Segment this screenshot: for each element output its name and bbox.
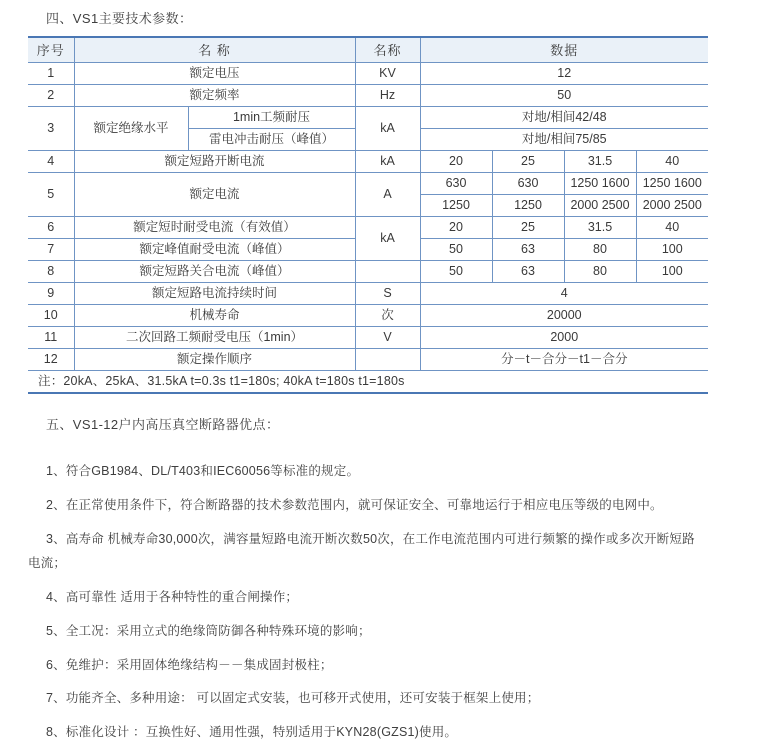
row-data: 12 xyxy=(420,63,708,85)
row-data-1: 20 xyxy=(420,151,492,173)
row-unit: Hz xyxy=(355,85,420,107)
row-data-2: 630 xyxy=(492,173,564,195)
table-header xyxy=(28,37,708,63)
row-no: 12 xyxy=(28,349,74,371)
row-name: 额定绝缘水平 xyxy=(74,107,188,151)
header-cell-data: 数据 xyxy=(420,37,708,63)
header-cell-name: 名 称 xyxy=(74,37,355,63)
row-name: 二次回路工频耐受电压（1min） xyxy=(74,327,355,349)
row-name: 额定频率 xyxy=(74,85,355,107)
row-data-1: 50 xyxy=(420,261,492,283)
row-unit: kA xyxy=(355,107,420,151)
row-data-3: 2000 2500 xyxy=(564,195,636,217)
table-row xyxy=(28,85,708,107)
advantage-item-1: 1、符合GB1984、DL/T403和IEC60056等标准的规定。 xyxy=(46,464,360,478)
row-unit: kA xyxy=(355,151,420,173)
row-name: 额定短路关合电流（峰值） xyxy=(74,261,355,283)
row-unit: 次 xyxy=(355,305,420,327)
row-data: 20000 xyxy=(420,305,708,327)
row-data-3: 1250 1600 xyxy=(564,173,636,195)
advantage-item-3-cont: 电流； xyxy=(28,556,67,570)
row-name: 额定短路开断电流 xyxy=(74,151,355,173)
header-cell-no: 序号 xyxy=(28,37,74,63)
table-row xyxy=(28,305,708,327)
row-data-3: 80 xyxy=(564,239,636,261)
table-row xyxy=(28,261,708,283)
row-data: 4 xyxy=(420,283,708,305)
advantage-item-3: 3、高寿命 机械寿命30,000次，满容量短路电流开断次数50次，在工作电流范围内可进行频繁的操作或多次开断短路 xyxy=(46,532,695,546)
advantage-item-5: 5、全工况：采用立式的绝缘筒防御各种特殊环境的影响； xyxy=(46,624,371,638)
row-unit xyxy=(355,349,420,371)
table-row xyxy=(28,283,708,305)
table-row xyxy=(28,349,708,371)
advantage-item-6: 6、免维护：采用固体绝缘结构－－集成固封极柱； xyxy=(46,658,333,672)
row-no: 4 xyxy=(28,151,74,173)
row-data-4: 100 xyxy=(636,239,708,261)
row-no: 6 xyxy=(28,217,74,239)
row-data-4: 40 xyxy=(636,151,708,173)
row-unit: kA xyxy=(355,217,420,261)
row-no: 9 xyxy=(28,283,74,305)
row-data: 对地/相间42/48 xyxy=(420,107,708,129)
section-heading-technical-parameters: 四、VS1主要技术参数： xyxy=(46,11,193,26)
row-unit: A xyxy=(355,173,420,217)
row-data: 2000 xyxy=(420,327,708,349)
table-note-row xyxy=(28,371,708,394)
row-data-3: 80 xyxy=(564,261,636,283)
row-data-2: 63 xyxy=(492,261,564,283)
row-data-3: 31.5 xyxy=(564,217,636,239)
row-data-3: 31.5 xyxy=(564,151,636,173)
specs-table-container xyxy=(28,36,708,394)
advantage-item-2: 2、在正常使用条件下，符合断路器的技术参数范围内，就可保证安全、可靠地运行于相应电压等级的电网中。 xyxy=(46,498,663,512)
row-unit: S xyxy=(355,283,420,305)
advantage-item-7: 7、功能齐全、多种用途： 可以固定式安装，也可移开式使用，还可安装于框架上使用； xyxy=(46,691,540,705)
row-name: 额定峰值耐受电流（峰值） xyxy=(74,239,355,261)
row-data-1: 630 xyxy=(420,173,492,195)
row-data-2: 25 xyxy=(492,151,564,173)
row-name: 机械寿命 xyxy=(74,305,355,327)
row-name: 额定电流 xyxy=(74,173,355,217)
header-cell-unit: 名称 xyxy=(355,37,420,63)
row-unit xyxy=(355,261,420,283)
row-unit: KV xyxy=(355,63,420,85)
row-no: 10 xyxy=(28,305,74,327)
table-note: 注：20kA、25kA、31.5kA t=0.3s t1=180s; 40kA t=180s t1=180s xyxy=(28,371,708,394)
advantage-item-4: 4、高可靠性 适用于各种特性的重合闸操作； xyxy=(46,590,299,604)
row-data-4: 100 xyxy=(636,261,708,283)
row-no: 2 xyxy=(28,85,74,107)
table-row xyxy=(28,63,708,85)
row-no: 7 xyxy=(28,239,74,261)
table-row xyxy=(28,151,708,173)
row-no: 5 xyxy=(28,173,74,217)
row-data-1: 20 xyxy=(420,217,492,239)
row-data: 对地/相间75/85 xyxy=(420,129,708,151)
row-name: 额定电压 xyxy=(74,63,355,85)
row-data-4: 40 xyxy=(636,217,708,239)
row-data-4: 2000 2500 xyxy=(636,195,708,217)
row-data-2: 1250 xyxy=(492,195,564,217)
technical-parameters-table xyxy=(28,36,708,394)
table-row xyxy=(28,107,708,129)
row-data: 50 xyxy=(420,85,708,107)
row-no: 3 xyxy=(28,107,74,151)
row-name: 额定操作顺序 xyxy=(74,349,355,371)
table-row xyxy=(28,173,708,195)
row-no: 11 xyxy=(28,327,74,349)
row-name: 额定短路电流持续时间 xyxy=(74,283,355,305)
table-row xyxy=(28,327,708,349)
row-subname: 1min工频耐压 xyxy=(188,107,355,129)
row-data-1: 50 xyxy=(420,239,492,261)
row-no: 1 xyxy=(28,63,74,85)
table-row xyxy=(28,217,708,239)
row-data-2: 25 xyxy=(492,217,564,239)
row-no: 8 xyxy=(28,261,74,283)
section-heading-advantages: 五、VS1-12户内高压真空断路器优点： xyxy=(46,417,280,432)
row-subname: 雷电冲击耐压（峰值） xyxy=(188,129,355,151)
row-data-1: 1250 xyxy=(420,195,492,217)
row-data-2: 63 xyxy=(492,239,564,261)
table-body xyxy=(28,63,708,394)
row-data-4: 1250 1600 xyxy=(636,173,708,195)
row-data: 分－t－合分－t1－合分 xyxy=(420,349,708,371)
table-header-row xyxy=(28,37,708,63)
advantage-item-8: 8、标准化设计 ：互换性好、通用性强，特别适用于KYN28(GZS1)使用。 xyxy=(46,725,458,739)
row-unit: V xyxy=(355,327,420,349)
row-name: 额定短时耐受电流（有效值） xyxy=(74,217,355,239)
